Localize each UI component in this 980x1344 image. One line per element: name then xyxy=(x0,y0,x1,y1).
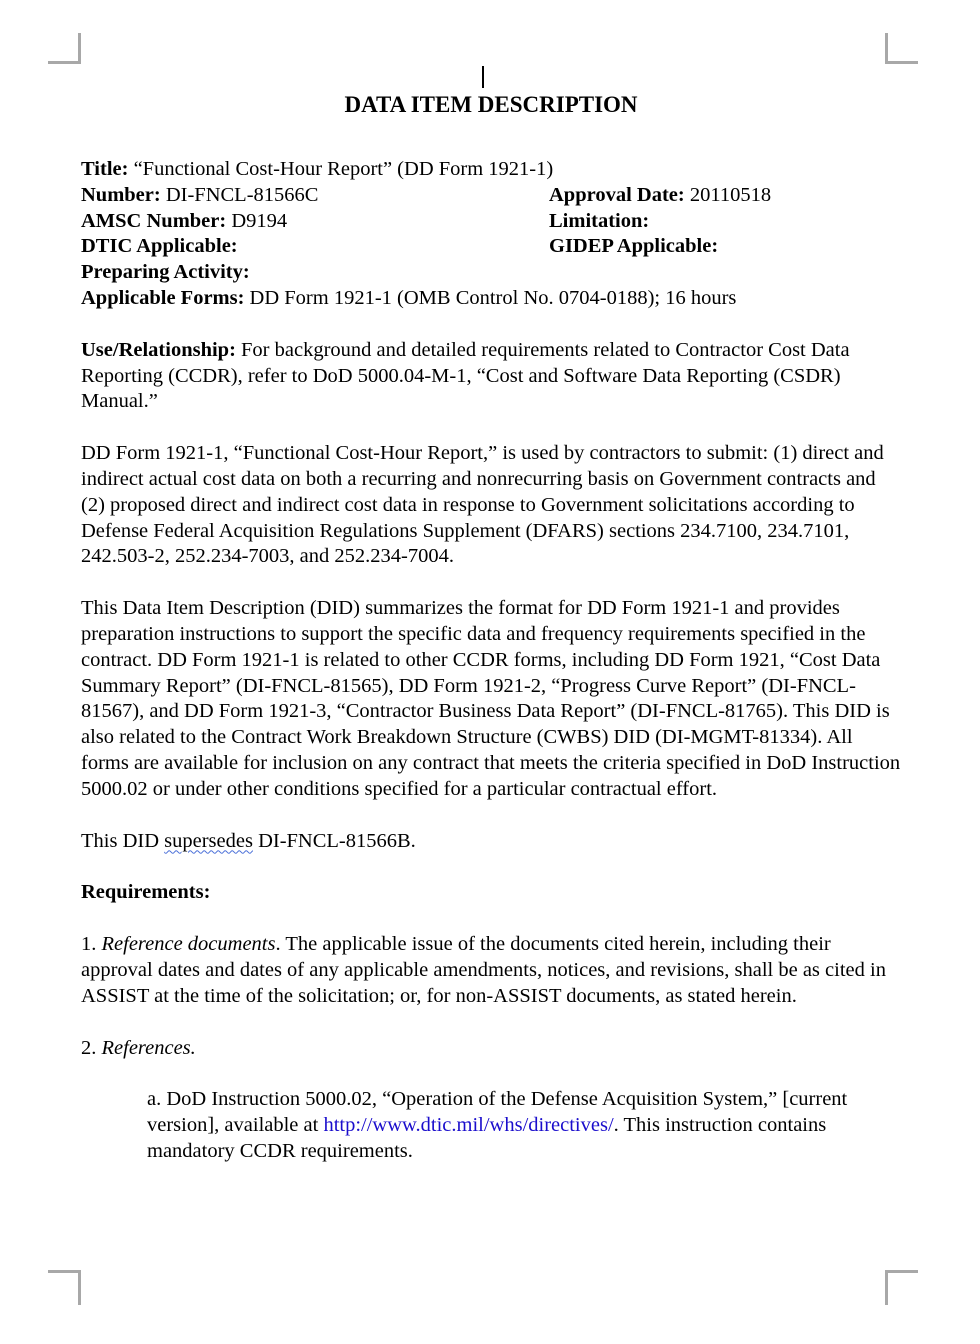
document-page[interactable] xyxy=(81,88,901,1191)
requirement-2-number: 2. xyxy=(81,1036,102,1059)
meta-title-label: Title: xyxy=(81,158,129,180)
use-relationship-paragraph xyxy=(81,338,901,415)
requirement-1-title: Reference documents xyxy=(101,933,276,956)
crop-mark-top-left xyxy=(48,33,81,64)
document-title: DATA ITEM DESCRIPTION xyxy=(344,92,638,117)
meta-number-row xyxy=(81,183,901,209)
reference-a-paragraph xyxy=(147,1087,901,1164)
metadata-block xyxy=(81,157,901,312)
meta-approval-value: 20110518 xyxy=(689,183,772,206)
meta-number-label: Number: xyxy=(81,183,161,206)
meta-gidep-label: GIDEP Applicable: xyxy=(549,235,719,258)
requirement-1-number: 1. xyxy=(81,933,102,956)
supersedes-suffix: DI-FNCL-81566B. xyxy=(252,829,416,852)
meta-amsc-value: D9194 xyxy=(231,209,288,232)
did-summary-paragraph: This Data Item Description (DID) summarizes the format for DD Form 1921-1 and provides preparation instructions to support the specific data and frequency requirements specified in the contract. DD Form 1921-1 is related to other CCDR forms, including DD Form 1921, “Cost Data Summary Report” (DI-FNCL-81565), DD Form 1921-2, “Progress Curve Report” (DI-FNCL-81567), and DD Form 1921-3, “Contractor Business Data Report” (DI-FNCL-81765). This DID is also related to the Contract Work Breakdown Structure (CWBS) DID (DI-MGMT-81334). All forms are available for inclusion on any contract that meets the criteria specified in DoD Instruction 5000.02 or under other conditions specified for a particular contractual effort. xyxy=(81,597,901,800)
requirement-1-text: . The applicable issue of the documents cited herein, including their approval dates and dates of any applicable amendments, notices, and revisions, shall be as cited in ASSIST at the time of the solicitation; or, for non-ASSIST documents, as stated herein. xyxy=(81,933,886,1007)
use-relationship-text: For background and detailed requirements related to Contractor Cost Data Reporting (CCDR), refer to DoD 5000.04-M-1, “Cost and Software Data Reporting (CSDR) Manual.” xyxy=(81,338,850,413)
requirement-1-paragraph xyxy=(81,932,901,1009)
crop-mark-bottom-right xyxy=(885,1270,918,1305)
meta-limitation-label: Limitation: xyxy=(549,209,650,232)
reference-a-suffix: . This instruction contains mandatory CCDR requirements. xyxy=(147,1114,827,1162)
supersedes-prefix: This DID xyxy=(81,829,165,852)
requirements-heading: Requirements: xyxy=(81,881,211,904)
reference-a-text: a. DoD Instruction 5000.02, “Operation of the Defense Acquisition System,” [current version], available at xyxy=(147,1088,848,1137)
meta-preparing-row xyxy=(81,260,901,286)
meta-title-value: “Functional Cost-Hour Report” (DD Form 1921-1) xyxy=(133,158,554,180)
crop-mark-top-right xyxy=(885,33,918,64)
meta-preparing-label: Preparing Activity: xyxy=(81,261,250,284)
meta-approval-label: Approval Date: xyxy=(549,183,685,206)
directives-link[interactable]: http://www.dtic.mil/whs/directives/ xyxy=(323,1114,614,1137)
meta-amsc-row xyxy=(81,209,901,235)
meta-forms-value: DD Form 1921-1 (OMB Control No. 0704-0188); 16 hours xyxy=(249,286,737,309)
meta-forms-row xyxy=(81,286,901,312)
spellcheck-word[interactable]: supersedes xyxy=(164,829,253,852)
supersedes-paragraph xyxy=(81,829,901,855)
use-relationship-label: Use/Relationship: xyxy=(81,338,236,361)
meta-dtic-label: DTIC Applicable: xyxy=(81,235,238,258)
meta-dtic-row xyxy=(81,234,901,260)
meta-title-row xyxy=(81,157,901,183)
crop-mark-bottom-left xyxy=(48,1270,81,1305)
meta-amsc-label: AMSC Number: xyxy=(81,209,227,232)
meta-number-value: DI-FNCL-81566C xyxy=(165,183,319,206)
text-cursor xyxy=(482,66,484,88)
requirement-2-title: References. xyxy=(101,1036,196,1059)
form-description-paragraph: DD Form 1921-1, “Functional Cost-Hour Report,” is used by contractors to submit: (1) direct and indirect actual cost data on both a recurring and nonrecurring basis on Government contracts and (2) proposed direct and indirect cost data in response to Government solicitations according to Defense Federal Acquisition Regulations Supplement (DFARS) sections 234.7100, 234.7101, 242.503-2, 252.234-7003, and 252.234-7004. xyxy=(81,442,884,568)
requirement-2-paragraph xyxy=(81,1036,901,1062)
meta-forms-label: Applicable Forms: xyxy=(81,286,245,309)
